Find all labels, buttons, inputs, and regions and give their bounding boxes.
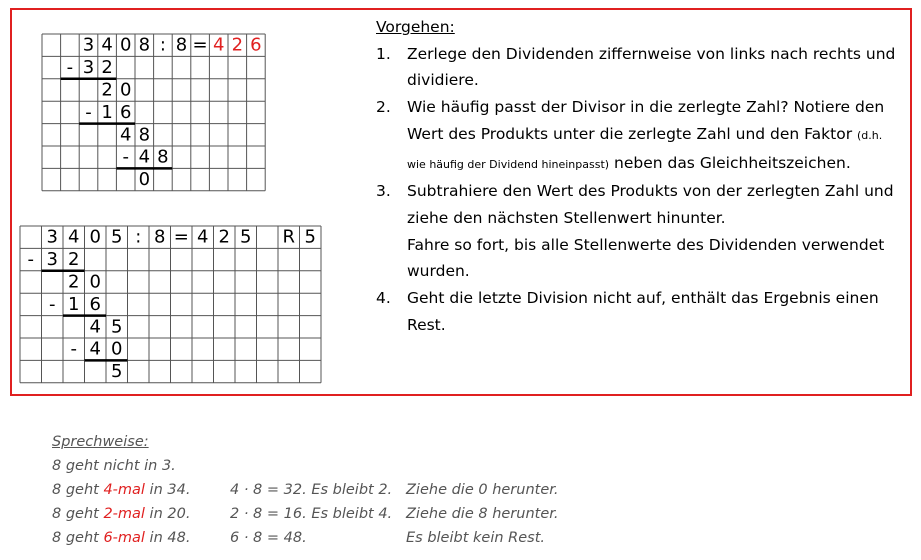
grid-digit: 4 [138, 146, 151, 168]
grid-digit: 4 [119, 124, 132, 146]
procedure-step: 3. Subtrahiere den Wert des Produkts von der zerlegten Zahl und ziehe den nächsten Stellenwert hinunter. Fahre so fort, bis alle Stellenwerte des Dividenden verwendet wurden. [376, 182, 894, 281]
grid-digit: 5 [304, 226, 316, 248]
grid-digit: 8 [154, 226, 166, 248]
grid-digit: 5 [111, 316, 123, 338]
grid-digit: 3 [82, 34, 95, 56]
grid-digit: 0 [138, 169, 151, 191]
grid-digit: 2 [231, 34, 244, 56]
grid-digit: 4 [89, 316, 101, 338]
grid-digit: - [49, 293, 56, 315]
procedure-panel [376, 14, 904, 338]
grid-digit: 3 [46, 226, 58, 248]
grid-digit: - [85, 101, 92, 123]
speech-title: Sprechweise: [52, 434, 149, 450]
grid-digit: 3 [46, 249, 58, 271]
grid-digit: 0 [89, 271, 101, 293]
grid-digit: 0 [111, 338, 123, 360]
speech-row: 8 geht nicht in 3. [52, 458, 176, 474]
grid-digit: 2 [101, 79, 113, 101]
grid-digit: R [282, 226, 296, 248]
grid-digit: 8 [138, 34, 151, 56]
speech-row: 8 geht 4-mal in 34. 4 · 8 = 32. Es bleibt 2. Ziehe die 0 herunter. [52, 482, 559, 498]
procedure-step: 2. Wie häufig passt der Divisor in die zerlegte Zahl? Notiere den Wert des Produkts unter die zerlegte Zahl und den Faktor (d.h. wie häufig der Dividend hineinpasst) neben das Gleichheitszeichen. [376, 98, 885, 172]
grid-digit: : [135, 226, 142, 248]
grid-digit: 2 [218, 226, 230, 248]
grid-digit: - [27, 249, 34, 271]
grid-digit: : [159, 34, 166, 56]
grid-digit: 0 [89, 226, 101, 248]
grid-digit: 6 [250, 34, 262, 56]
grid-digit: = [192, 34, 208, 56]
grid-digit: 1 [101, 101, 113, 123]
grid-digit: 0 [119, 79, 132, 101]
grid-digit: 8 [175, 34, 188, 56]
grid-digit: 4 [89, 338, 101, 360]
procedure-steps [376, 41, 904, 339]
grid-digit: = [173, 226, 189, 248]
speech-row: 8 geht 2-mal in 20. 2 · 8 = 16. Es bleibt 4. Ziehe die 8 herunter. [52, 506, 559, 522]
grid-digit: 8 [157, 146, 169, 168]
grid-digit: 8 [138, 124, 151, 146]
grid-digit: 4 [197, 226, 209, 248]
grid-digit: 2 [68, 271, 80, 293]
grid-digit: 0 [119, 34, 132, 56]
grid-digit: 6 [119, 101, 132, 123]
grid-digit: 4 [101, 34, 113, 56]
speech-section [52, 430, 559, 550]
grid-digit: - [66, 57, 74, 79]
speech-row: 8 geht 6-mal in 48. 6 · 8 = 48. Es bleibt kein Rest. [52, 530, 545, 546]
grid-digit: 1 [68, 293, 80, 315]
grid-digit: 5 [240, 226, 252, 248]
grid-digit: - [70, 338, 77, 360]
procedure-step: 1. Zerlege den Dividenden ziffernweise von links nach rechts und dividiere. [376, 44, 896, 90]
grid-digit: 4 [68, 226, 80, 248]
grid-digit: 5 [111, 226, 123, 248]
grid-digit: 6 [89, 293, 101, 315]
grid-digit: 2 [101, 57, 113, 79]
procedure-title: Vorgehen: [376, 18, 455, 36]
grid-digit: 4 [212, 34, 225, 56]
grid-digit: 3 [82, 57, 95, 79]
procedure-step: 4. Geht die letzte Division nicht auf, enthält das Ergebnis einen Rest. [376, 289, 879, 334]
grid-digit: 2 [68, 249, 80, 271]
grid-digit: - [122, 146, 129, 168]
grid-digit: 5 [111, 361, 123, 383]
